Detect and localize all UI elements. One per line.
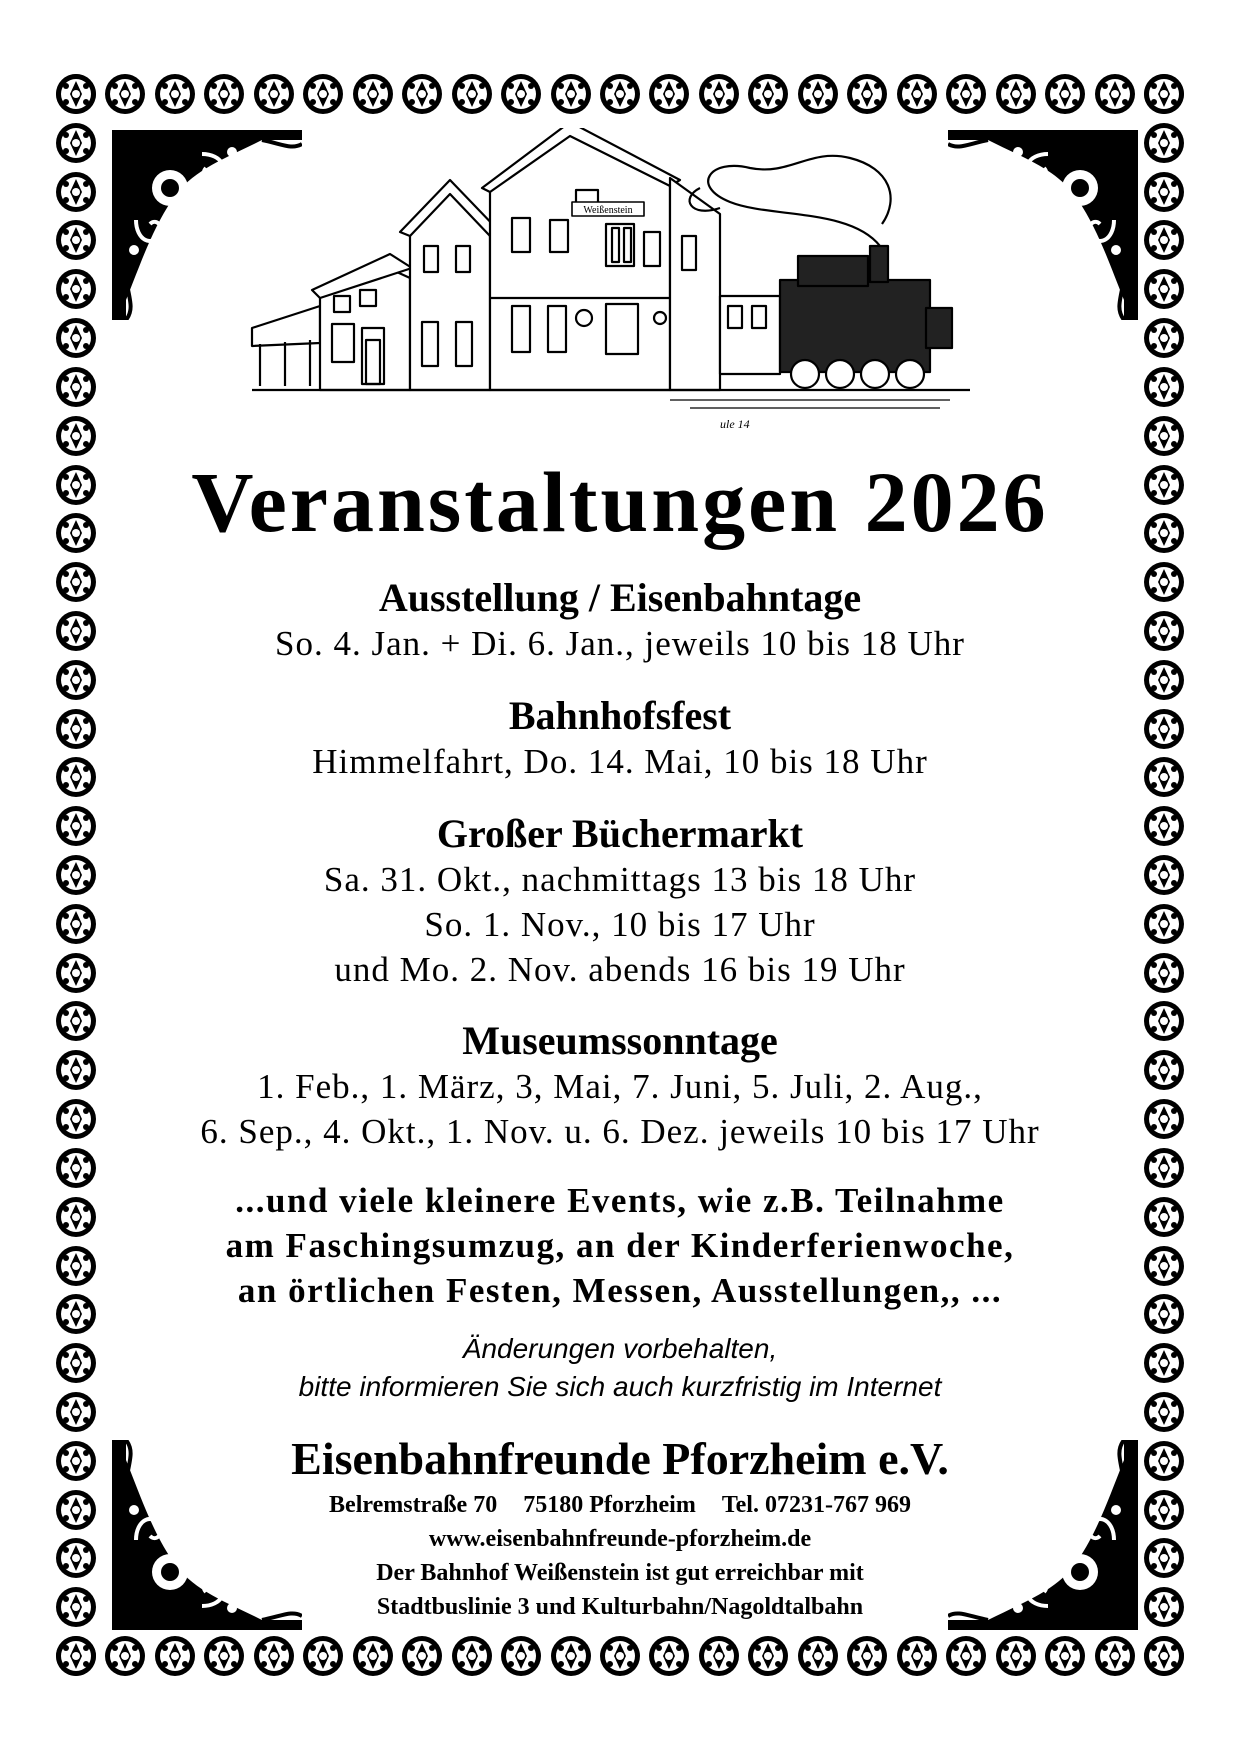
border-tile bbox=[1140, 314, 1188, 362]
border-tile bbox=[1140, 1486, 1188, 1534]
border-tile bbox=[1140, 1193, 1188, 1241]
border-tile bbox=[645, 1632, 693, 1680]
border-tile bbox=[1140, 1437, 1188, 1485]
more-events-line: ...und viele kleinere Events, wie z.B. Teilnahme bbox=[235, 1181, 1005, 1220]
border-tile bbox=[1140, 900, 1188, 948]
border-tile bbox=[52, 753, 100, 801]
phone-number: Tel. 07231-767 969 bbox=[721, 1492, 911, 1518]
border-tile bbox=[992, 1632, 1040, 1680]
border-tile bbox=[200, 1632, 248, 1680]
border-tile bbox=[1140, 802, 1188, 850]
border-tile bbox=[695, 1632, 743, 1680]
border-tile bbox=[1140, 1583, 1188, 1631]
border-tile bbox=[794, 1632, 842, 1680]
border-tile bbox=[52, 851, 100, 899]
border-tile bbox=[893, 70, 941, 118]
border-tile bbox=[398, 70, 446, 118]
border-tile bbox=[52, 1095, 100, 1143]
event-date-line: 6. Sep., 4. Okt., 1. Nov. u. 6. Dez. jeweils 10 bis 17 Uhr bbox=[200, 1112, 1040, 1151]
border-tile bbox=[497, 1632, 545, 1680]
disclaimer-line: Änderungen vorbehalten, bbox=[462, 1333, 778, 1364]
street-address: Belremstraße 70 bbox=[329, 1492, 498, 1518]
address-line bbox=[120, 1488, 1120, 1522]
border-tile bbox=[52, 607, 100, 655]
event-title: Museumssonntage bbox=[462, 1018, 778, 1063]
border-tile bbox=[1140, 1290, 1188, 1338]
station-sign-text: Weißenstein bbox=[583, 205, 633, 216]
border-tile bbox=[448, 1632, 496, 1680]
border-tile bbox=[349, 1632, 397, 1680]
border-tile bbox=[1140, 70, 1188, 118]
border-tile bbox=[52, 509, 100, 557]
border-tile bbox=[1140, 558, 1188, 606]
border-tile bbox=[1140, 216, 1188, 264]
border-tile bbox=[1140, 461, 1188, 509]
border-tile bbox=[1140, 607, 1188, 655]
border-tile bbox=[1091, 1632, 1139, 1680]
border-tile bbox=[52, 1388, 100, 1436]
border-tile bbox=[52, 168, 100, 216]
border-tile bbox=[1140, 1339, 1188, 1387]
border-tile bbox=[1140, 265, 1188, 313]
ornamental-border-left bbox=[52, 70, 100, 1680]
border-tile bbox=[744, 1632, 792, 1680]
organization-name: Eisenbahnfreunde Pforzheim e.V. bbox=[291, 1433, 949, 1484]
more-events-line: an örtlichen Festen, Messen, Ausstellungen,, ... bbox=[237, 1271, 1003, 1310]
border-tile bbox=[398, 1632, 446, 1680]
event-date-line: 1. Feb., 1. März, 3, Mai, 7. Juni, 5. Juli, 2. Aug., bbox=[257, 1067, 983, 1106]
border-tile bbox=[299, 1632, 347, 1680]
illustration-signature: ule 14 bbox=[720, 417, 750, 431]
border-tile bbox=[250, 1632, 298, 1680]
border-tile bbox=[52, 1046, 100, 1094]
disclaimer-line: bitte informieren Sie sich auch kurzfristig im Internet bbox=[298, 1371, 942, 1402]
border-tile bbox=[1140, 363, 1188, 411]
border-tile bbox=[744, 70, 792, 118]
border-tile bbox=[497, 70, 545, 118]
ornamental-border-right bbox=[1140, 70, 1188, 1680]
border-tile bbox=[695, 70, 743, 118]
website-link[interactable]: www.eisenbahnfreunde-pforzheim.de bbox=[428, 1526, 812, 1552]
border-tile bbox=[52, 1242, 100, 1290]
event-block bbox=[120, 693, 1120, 784]
border-tile bbox=[101, 70, 149, 118]
border-tile bbox=[151, 70, 199, 118]
ornamental-border-bottom bbox=[52, 1632, 1188, 1680]
ornamental-border-top bbox=[52, 70, 1188, 118]
border-tile bbox=[52, 949, 100, 997]
border-tile bbox=[1041, 70, 1089, 118]
border-tile bbox=[1140, 168, 1188, 216]
event-title: Großer Büchermarkt bbox=[436, 811, 804, 856]
border-tile bbox=[1140, 1046, 1188, 1094]
contact-block bbox=[120, 1488, 1120, 1624]
page-title: Veranstaltungen 2026 bbox=[191, 454, 1049, 550]
border-tile bbox=[52, 900, 100, 948]
border-tile bbox=[52, 461, 100, 509]
directions-line: Stadtbuslinie 3 und Kulturbahn/Nagoldtalbahn bbox=[376, 1594, 864, 1620]
station-illustration bbox=[250, 128, 970, 446]
border-tile bbox=[794, 70, 842, 118]
border-tile bbox=[1140, 851, 1188, 899]
city-address: 75180 Pforzheim bbox=[523, 1492, 696, 1518]
border-tile bbox=[1140, 1144, 1188, 1192]
border-tile bbox=[1140, 1632, 1188, 1680]
border-tile bbox=[1140, 997, 1188, 1045]
border-tile bbox=[52, 314, 100, 362]
border-tile bbox=[547, 70, 595, 118]
border-tile bbox=[1041, 1632, 1089, 1680]
event-date-line: und Mo. 2. Nov. abends 16 bis 19 Uhr bbox=[334, 950, 906, 989]
border-tile bbox=[596, 1632, 644, 1680]
border-tile bbox=[52, 363, 100, 411]
event-block bbox=[120, 1018, 1120, 1154]
border-tile bbox=[1140, 753, 1188, 801]
border-tile bbox=[1140, 705, 1188, 753]
border-tile bbox=[52, 1486, 100, 1534]
border-tile bbox=[299, 70, 347, 118]
border-tile bbox=[1140, 509, 1188, 557]
border-tile bbox=[843, 70, 891, 118]
event-date-line: So. 4. Jan. + Di. 6. Jan., jeweils 10 bis 18 Uhr bbox=[275, 624, 965, 663]
border-tile bbox=[52, 1339, 100, 1387]
border-tile bbox=[893, 1632, 941, 1680]
border-tile bbox=[992, 70, 1040, 118]
border-tile bbox=[52, 656, 100, 704]
border-tile bbox=[1140, 1534, 1188, 1582]
border-tile bbox=[645, 70, 693, 118]
border-tile bbox=[101, 1632, 149, 1680]
border-tile bbox=[52, 265, 100, 313]
event-date-line: So. 1. Nov., 10 bis 17 Uhr bbox=[424, 905, 816, 944]
more-events-text bbox=[120, 1178, 1120, 1313]
disclaimer bbox=[120, 1330, 1120, 1406]
border-tile bbox=[52, 1437, 100, 1485]
border-tile bbox=[1140, 1242, 1188, 1290]
border-tile bbox=[52, 1290, 100, 1338]
event-date-line: Sa. 31. Okt., nachmittags 13 bis 18 Uhr bbox=[323, 860, 917, 899]
border-tile bbox=[1140, 1095, 1188, 1143]
border-tile bbox=[52, 412, 100, 460]
border-tile bbox=[52, 997, 100, 1045]
border-tile bbox=[1140, 119, 1188, 167]
border-tile bbox=[1140, 949, 1188, 997]
border-tile bbox=[1140, 1388, 1188, 1436]
event-title: Bahnhofsfest bbox=[508, 693, 732, 738]
border-tile bbox=[52, 1144, 100, 1192]
border-tile bbox=[52, 1193, 100, 1241]
border-tile bbox=[942, 1632, 990, 1680]
directions-line: Der Bahnhof Weißenstein ist gut erreichbar mit bbox=[376, 1560, 864, 1586]
border-tile bbox=[250, 70, 298, 118]
event-title: Ausstellung / Eisenbahntage bbox=[378, 575, 862, 620]
border-tile bbox=[596, 70, 644, 118]
border-tile bbox=[52, 1583, 100, 1631]
border-tile bbox=[52, 1632, 100, 1680]
border-tile bbox=[1140, 412, 1188, 460]
border-tile bbox=[547, 1632, 595, 1680]
event-date-line: Himmelfahrt, Do. 14. Mai, 10 bis 18 Uhr bbox=[312, 742, 928, 781]
border-tile bbox=[52, 70, 100, 118]
border-tile bbox=[52, 1534, 100, 1582]
border-tile bbox=[52, 558, 100, 606]
event-block bbox=[120, 811, 1120, 992]
more-events-line: am Faschingsumzug, an der Kinderferienwoche, bbox=[225, 1226, 1015, 1265]
border-tile bbox=[942, 70, 990, 118]
corner-ornament-top-right bbox=[948, 130, 1138, 320]
border-tile bbox=[1140, 656, 1188, 704]
border-tile bbox=[151, 1632, 199, 1680]
border-tile bbox=[52, 216, 100, 264]
border-tile bbox=[52, 705, 100, 753]
border-tile bbox=[200, 70, 248, 118]
border-tile bbox=[843, 1632, 891, 1680]
border-tile bbox=[349, 70, 397, 118]
border-tile bbox=[448, 70, 496, 118]
border-tile bbox=[52, 802, 100, 850]
border-tile bbox=[1091, 70, 1139, 118]
event-block bbox=[120, 575, 1120, 666]
border-tile bbox=[52, 119, 100, 167]
